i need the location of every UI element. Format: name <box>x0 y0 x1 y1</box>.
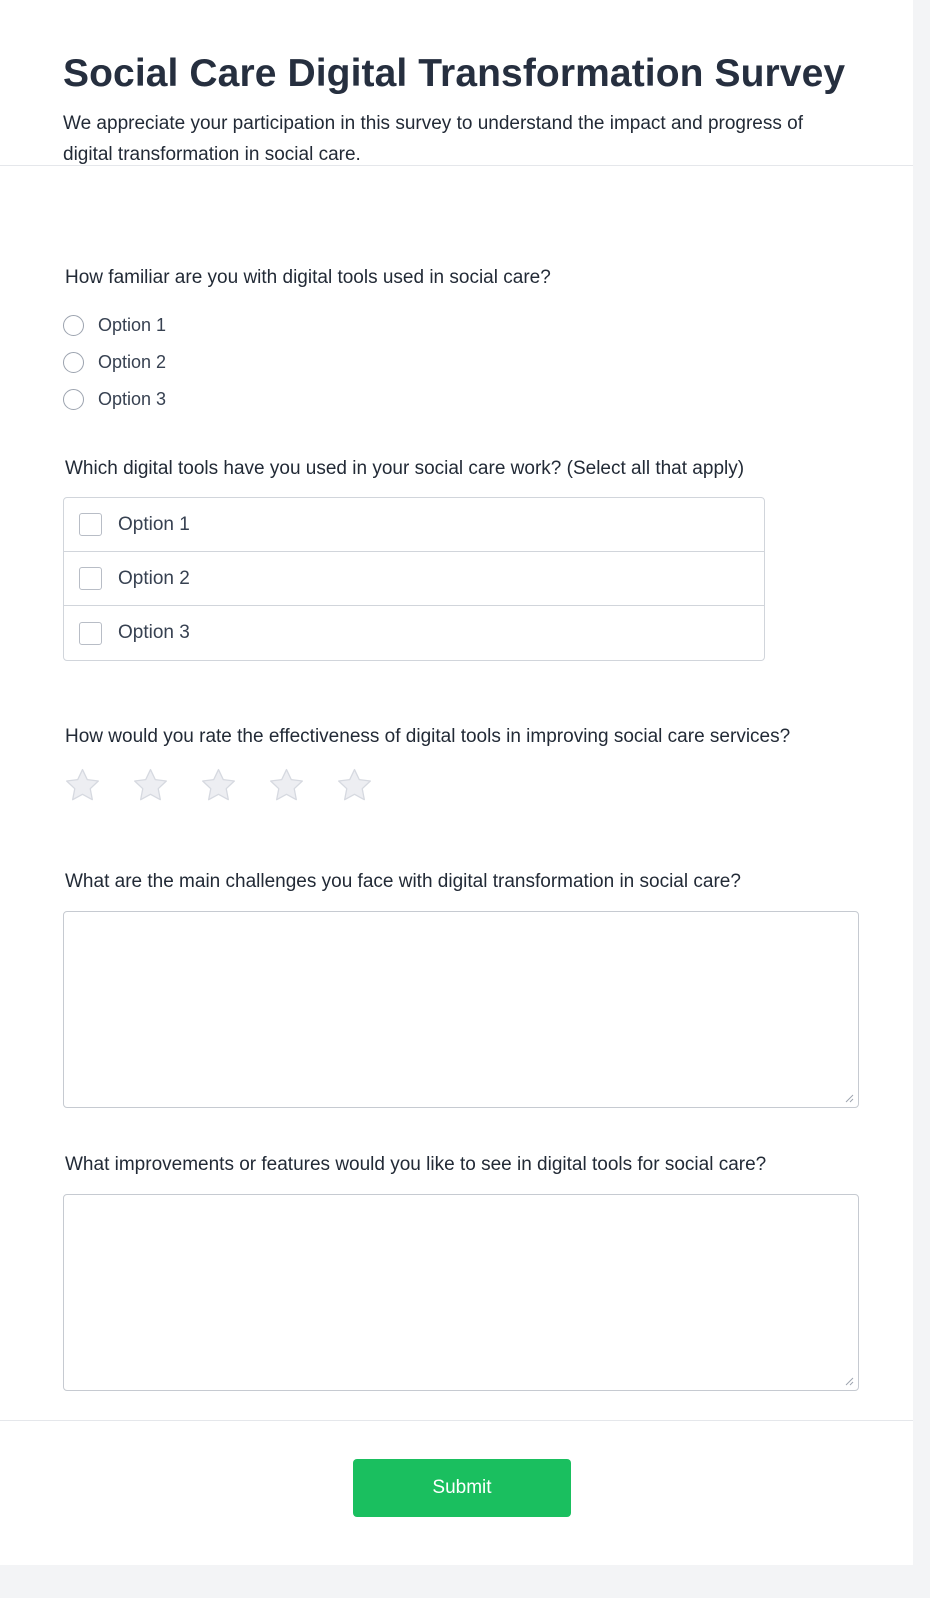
radio-option-label: Option 2 <box>98 352 167 372</box>
star-rating <box>63 766 823 805</box>
checkbox[interactable] <box>79 567 102 590</box>
challenges-textarea[interactable] <box>63 911 859 1108</box>
radio-option-1[interactable] <box>63 307 551 344</box>
question-familiarity <box>63 266 551 418</box>
improvements-textarea[interactable] <box>63 1194 859 1391</box>
radio-group <box>63 307 551 418</box>
checkbox[interactable] <box>79 513 102 536</box>
star-icon-4[interactable] <box>267 766 306 805</box>
star-icon-3[interactable] <box>199 766 238 805</box>
radio-option-2[interactable] <box>63 344 551 381</box>
star-icon <box>63 766 102 805</box>
star-icon <box>335 766 374 805</box>
checkbox-option-3[interactable] <box>64 606 764 660</box>
radio-button[interactable] <box>63 352 84 373</box>
checkbox-option-label: Option 1 <box>118 513 190 535</box>
form-footer <box>0 1420 913 1565</box>
radio-button[interactable] <box>63 389 84 410</box>
question-effectiveness-rating <box>63 725 823 805</box>
checkbox-option-label: Option 3 <box>118 622 190 643</box>
page-title: Social Care Digital Transformation Survey <box>63 52 846 95</box>
question-tools-used <box>63 457 765 661</box>
checkbox-group <box>63 497 765 661</box>
star-icon <box>199 766 238 805</box>
question-challenges <box>63 870 859 1108</box>
radio-option-3[interactable] <box>63 381 551 418</box>
star-icon-1[interactable] <box>63 766 102 805</box>
survey-header <box>0 0 913 166</box>
resize-grip-icon[interactable] <box>845 1377 854 1386</box>
question-label: How would you rate the effectiveness of digital tools in improving social care services? <box>65 726 791 747</box>
radio-option-label: Option 1 <box>98 315 167 335</box>
page-description: We appreciate your participation in this survey to understand the impact and progress of digital transformation in social care. <box>63 113 803 165</box>
star-icon <box>131 766 170 805</box>
checkbox-option-1[interactable] <box>64 498 764 552</box>
question-label: What are the main challenges you face with digital transformation in social care? <box>65 871 741 892</box>
resize-grip-icon[interactable] <box>845 1094 854 1103</box>
radio-button[interactable] <box>63 315 84 336</box>
checkbox[interactable] <box>79 622 102 645</box>
question-label: What improvements or features would you like to see in digital tools for social care? <box>65 1154 767 1175</box>
star-icon-2[interactable] <box>131 766 170 805</box>
star-icon-5[interactable] <box>335 766 374 805</box>
radio-option-label: Option 3 <box>98 389 167 409</box>
checkbox-option-2[interactable] <box>64 552 764 606</box>
submit-button[interactable]: Submit <box>353 1459 571 1517</box>
question-label: How familiar are you with digital tools used in social care? <box>65 267 551 288</box>
question-label: Which digital tools have you used in your social care work? (Select all that apply) <box>65 458 745 479</box>
question-improvements <box>63 1153 859 1391</box>
star-icon <box>267 766 306 805</box>
checkbox-option-label: Option 2 <box>118 567 190 589</box>
